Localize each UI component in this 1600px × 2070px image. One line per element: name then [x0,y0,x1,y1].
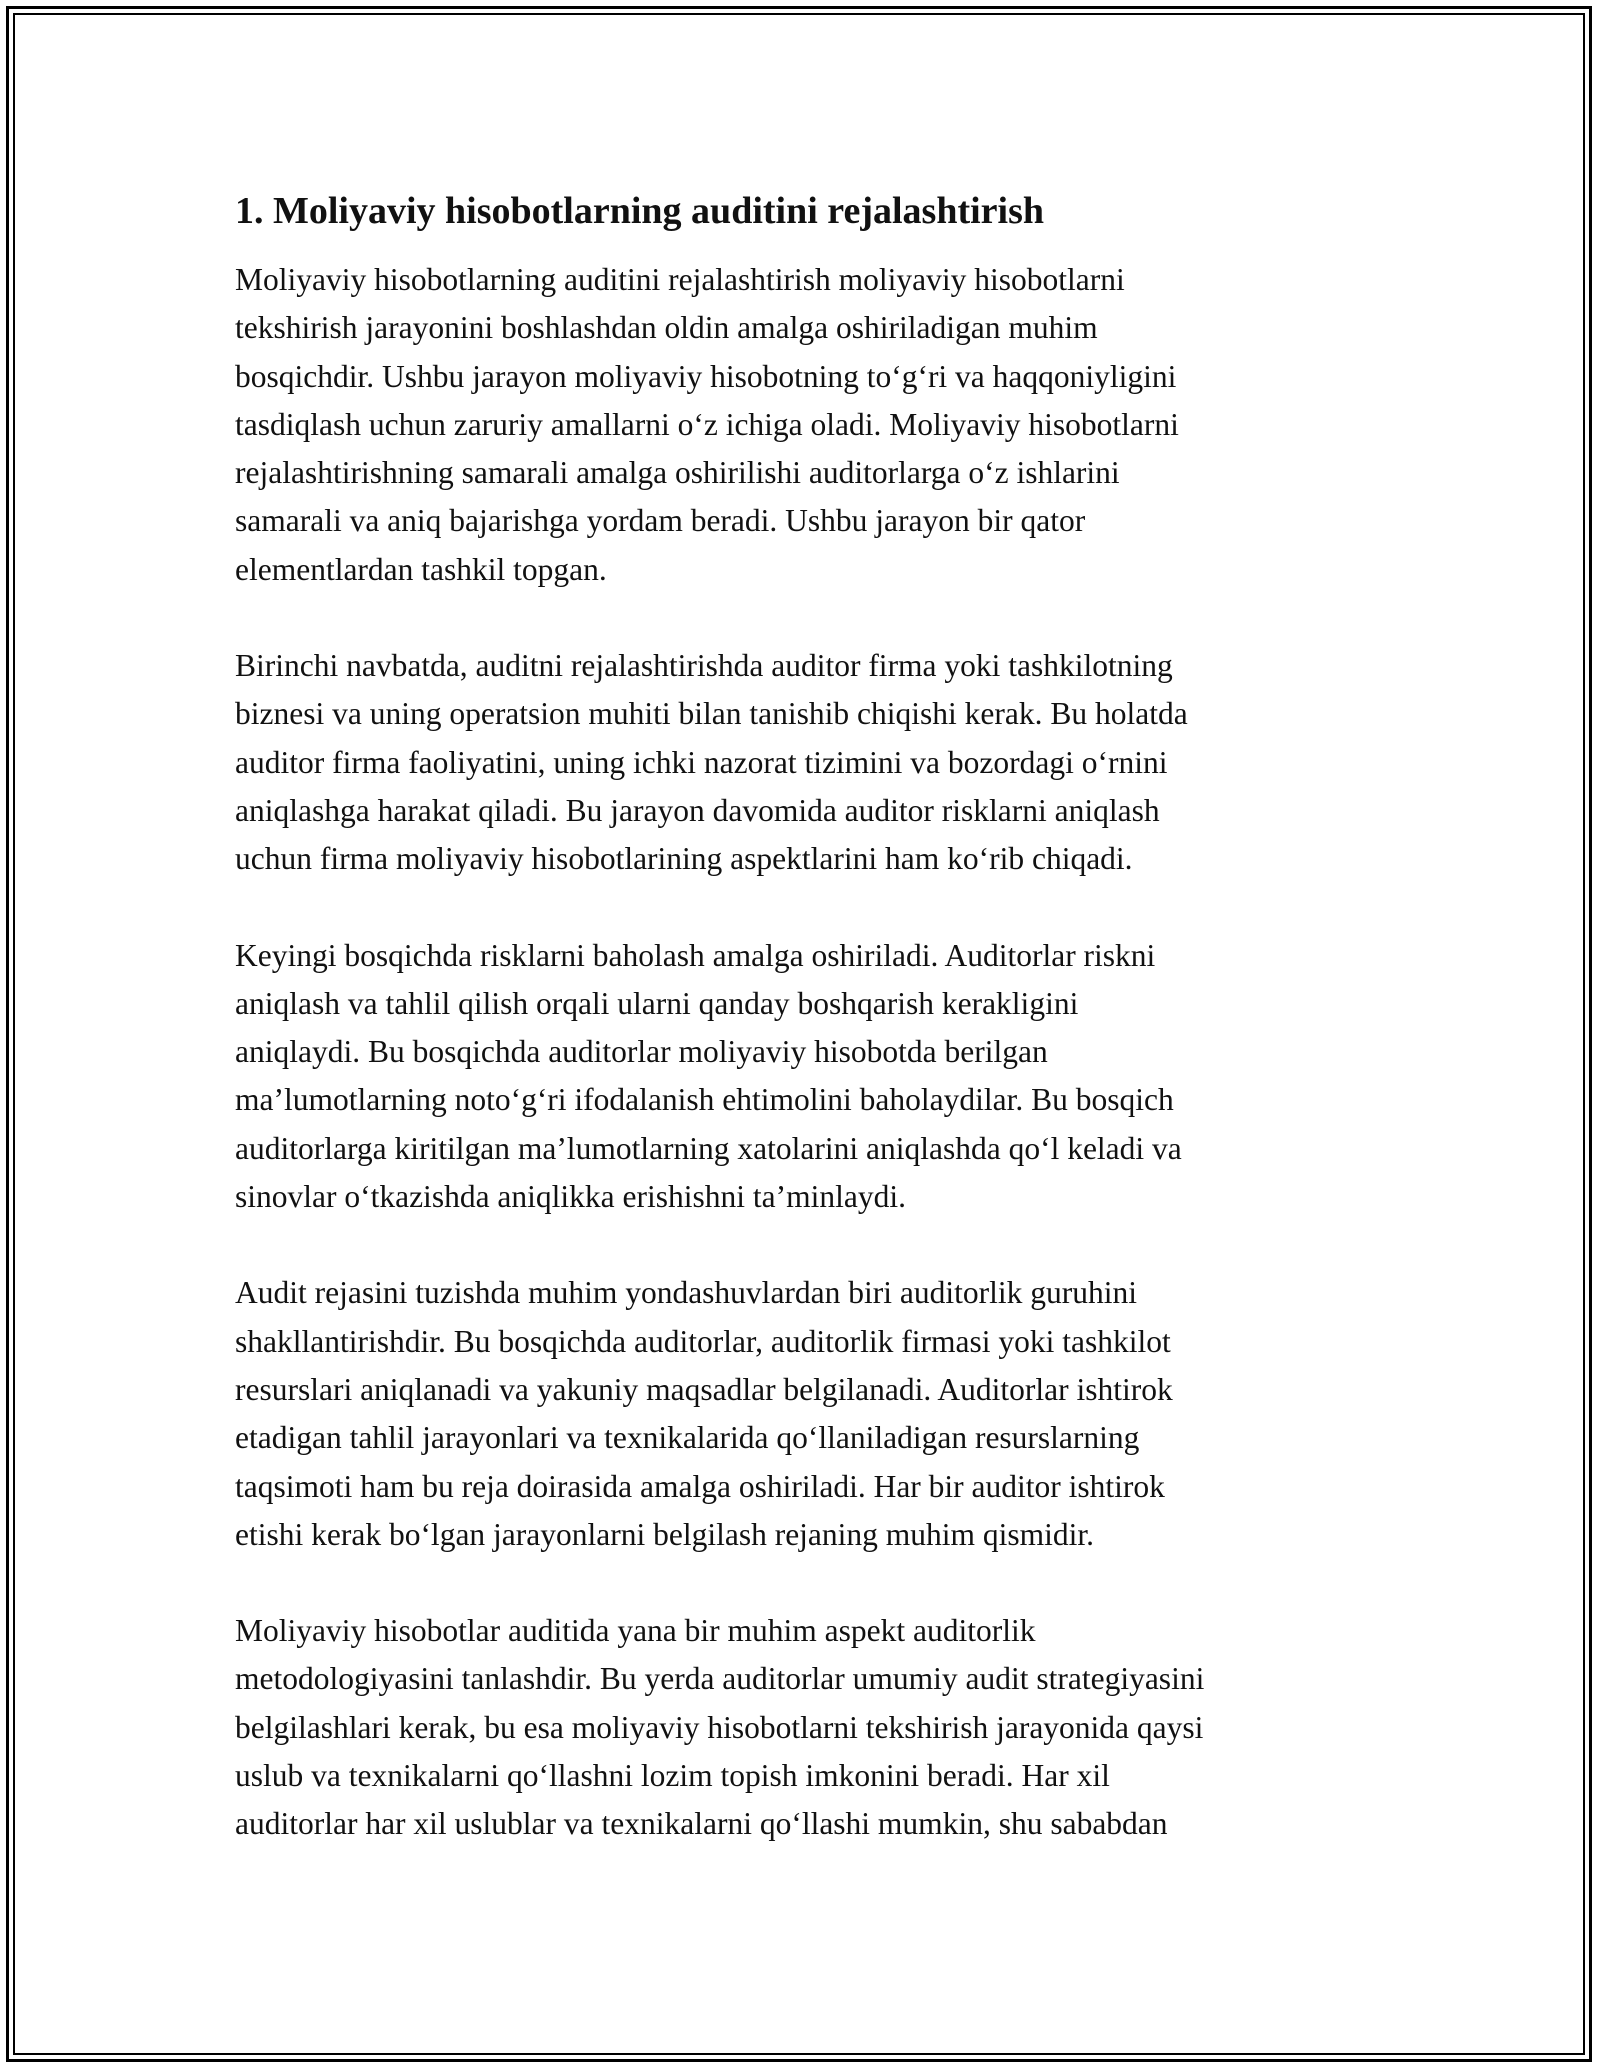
paragraph-line: samarali va aniq bajarishga yordam beradi. Ushbu jarayon bir qator [235,503,1086,539]
paragraph-line: tasdiqlash uchun zaruriy amallarni o‘z ichiga oladi. Moliyaviy hisobotlarni [235,406,1179,442]
paragraph-line: etishi kerak bo‘lgan jarayonlarni belgilash rejaning muhim qismidir. [235,1516,1095,1552]
paragraph-line: auditorlarga kiritilgan ma’lumotlarning xatolarini aniqlashda qo‘l keladi va [235,1130,1182,1166]
paragraph-line: bosqichdir. Ushbu jarayon moliyaviy hisobotning to‘g‘ri va haqqoniyligini [235,358,1177,394]
paragraph-line: uslub va texnikalarni qo‘llashni lozim topish imkonini beradi. Har xil [235,1758,1110,1794]
paragraph-line: biznesi va uning operatsion muhiti bilan tanishib chiqishi kerak. Bu holatda [235,696,1188,732]
paragraph-line: Moliyaviy hisobotlarning auditini rejalashtirish moliyaviy hisobotlarni [235,262,1125,297]
paragraph-line: tekshirish jarayonini boshlashdan oldin amalga oshiriladigan muhim [235,310,1098,346]
section-heading: 1. Moliyaviy hisobotlarning auditini rejalashtirish [235,190,1045,232]
paragraph-3 [235,932,1375,1222]
paragraph-line: Birinchi navbatda, auditni rejalashtirishda auditor firma yoki tashkilotning [235,648,1173,684]
paragraph-line: metodologiyasini tanlashdir. Bu yerda auditorlar umumiy audit strategiyasini [235,1661,1205,1697]
paragraph-line: Moliyaviy hisobotlar auditida yana bir muhim aspekt auditorlik [235,1613,1036,1649]
paragraph-5 [235,1607,1375,1848]
paragraph-line: resurslari aniqlanadi va yakuniy maqsadlar belgilanadi. Auditorlar ishtirok [235,1371,1173,1407]
paragraph-line: aniqlash va tahlil qilish orqali ularni qanday boshqarish kerakligini [235,985,1079,1021]
paragraph-line: etadigan tahlil jarayonlari va texnikalarida qo‘llaniladigan resurslarning [235,1420,1140,1456]
paragraph-1 [235,256,1375,594]
document-body [235,186,1375,1897]
paragraph-line: auditor firma faoliyatini, uning ichki nazorat tizimini va bozordagi o‘rnini [235,744,1168,780]
paragraph-line: belgilashlari kerak, bu esa moliyaviy hisobotlarni tekshirish jarayonida qaysi [235,1709,1204,1745]
paragraph-line: elementlardan tashkil topgan. [235,551,607,587]
paragraph-4 [235,1269,1375,1559]
paragraph-line: shakllantirishdir. Bu bosqichda auditorlar, auditorlik firmasi yoki tashkilot [235,1323,1171,1359]
paragraph-line: sinovlar o‘tkazishda aniqlikka erishishni ta’minlaydi. [235,1179,906,1215]
paragraph-line: aniqlashga harakat qiladi. Bu jarayon davomida auditor risklarni aniqlash [235,792,1160,828]
paragraph-line: uchun firma moliyaviy hisobotlarining aspektlarini ham ko‘rib chiqadi. [235,841,1133,877]
paragraph-line: taqsimoti ham bu reja doirasida amalga oshiriladi. Har bir auditor ishtirok [235,1468,1165,1504]
paragraph-line: ma’lumotlarning noto‘g‘ri ifodalanish ehtimolini baholaydilar. Bu bosqich [235,1082,1174,1118]
paragraph-2 [235,642,1375,883]
paragraph-line: auditorlar har xil uslublar va texnikalarni qo‘llashi mumkin, shu sababdan [235,1806,1168,1842]
paragraph-line: Keyingi bosqichda risklarni baholash amalga oshiriladi. Auditorlar riskni [235,937,1156,973]
paragraph-line: Audit rejasini tuzishda muhim yondashuvlardan biri auditorlik guruhini [235,1275,1137,1311]
paragraph-line: rejalashtirishning samarali amalga oshirilishi auditorlarga o‘z ishlarini [235,455,1120,491]
paragraph-line: aniqlaydi. Bu bosqichda auditorlar moliyaviy hisobotda berilgan [235,1034,1048,1070]
